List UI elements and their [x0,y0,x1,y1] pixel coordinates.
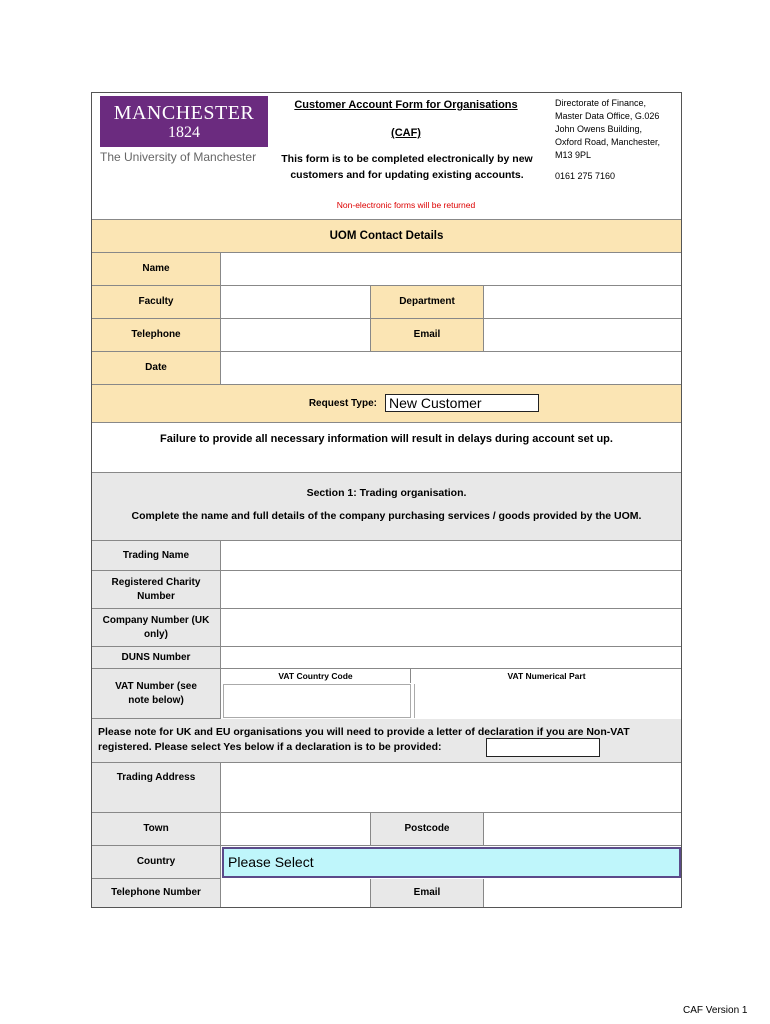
town-label: Town [92,813,221,846]
name-label: Name [92,253,221,286]
address-line: Directorate of Finance, [555,98,647,108]
telephone-number-label: Telephone Number [92,879,221,907]
vat-country-input[interactable] [223,684,411,718]
vat-number-label: VAT Number (see note below) [92,669,221,719]
postcode-input[interactable] [484,813,681,846]
address-line: Oxford Road, Manchester, [555,137,661,147]
department-input[interactable] [484,286,681,319]
company-email-label: Email [371,879,484,907]
request-type-select[interactable]: New Customer [385,394,539,412]
email-label: Email [371,319,484,352]
vat-numerical-label: VAT Numerical Part [507,671,586,681]
faculty-input[interactable] [221,286,371,319]
company-number-input[interactable] [221,609,681,647]
form-frame [91,92,682,908]
trading-name-input[interactable] [221,541,681,571]
department-label: Department [371,286,484,319]
faculty-label: Faculty [92,286,221,319]
address-line: Master Data Office, G.026 [555,111,660,121]
vat-declaration-select[interactable] [486,738,600,757]
trading-name-label: Trading Name [92,541,221,571]
university-name: The University of Manchester [100,150,257,164]
postcode-label: Postcode [371,813,484,846]
charity-number-label: Registered Charity Number [92,571,221,609]
request-type-label: Request Type: [308,398,377,409]
address-line: John Owens Building, [555,124,643,134]
logo-year: 1824 [168,124,200,141]
country-select[interactable]: Please Select [222,847,681,878]
company-number-label: Company Number (UK only) [92,609,221,647]
town-input[interactable] [221,813,371,846]
duns-input[interactable] [221,647,681,669]
vat-country-label: VAT Country Code [221,669,411,683]
uom-contact-heading: UOM Contact Details [92,219,681,253]
company-email-input[interactable] [484,879,681,907]
trading-address-input[interactable] [221,763,681,813]
address-line: M13 9PL [555,150,592,160]
section1-title: Section 1: Trading organisation. [306,487,467,499]
telephone-number-input[interactable] [221,879,371,907]
warning-text: Non-electronic forms will be returned [336,200,476,210]
form-intro: This form is to be completed electronically by new customers and for updating existing accounts. [281,153,533,181]
vat-declaration-note: Please note for UK and EU organisations you will need to provide a letter of declaration if you are Non-VAT registered. Please select Yes below if a declaration is to be provided: [98,726,630,753]
finance-phone: 0161 275 7160 [555,171,616,181]
date-input[interactable] [221,352,681,385]
trading-address-label: Trading Address [92,763,221,813]
telephone-label: Telephone [92,319,221,352]
country-label: Country [92,846,221,879]
email-input[interactable] [484,319,681,352]
version-footer: CAF Version 1 [683,1005,748,1016]
delay-notice: Failure to provide all necessary information will result in delays during account set up. [92,423,681,473]
form-title: Customer Account Form for Organisations [294,99,518,111]
date-label: Date [92,352,221,385]
form-subtitle: (CAF) [391,127,421,139]
section1-header [92,473,681,541]
charity-number-input[interactable] [221,571,681,609]
logo-wordmark: MANCHESTER [113,102,255,124]
name-input[interactable] [221,253,681,286]
section1-description: Complete the name and full details of the company purchasing services / goods provided by the UOM. [131,510,642,522]
telephone-input[interactable] [221,319,371,352]
vat-numerical-input[interactable] [414,684,681,718]
duns-label: DUNS Number [92,647,221,669]
